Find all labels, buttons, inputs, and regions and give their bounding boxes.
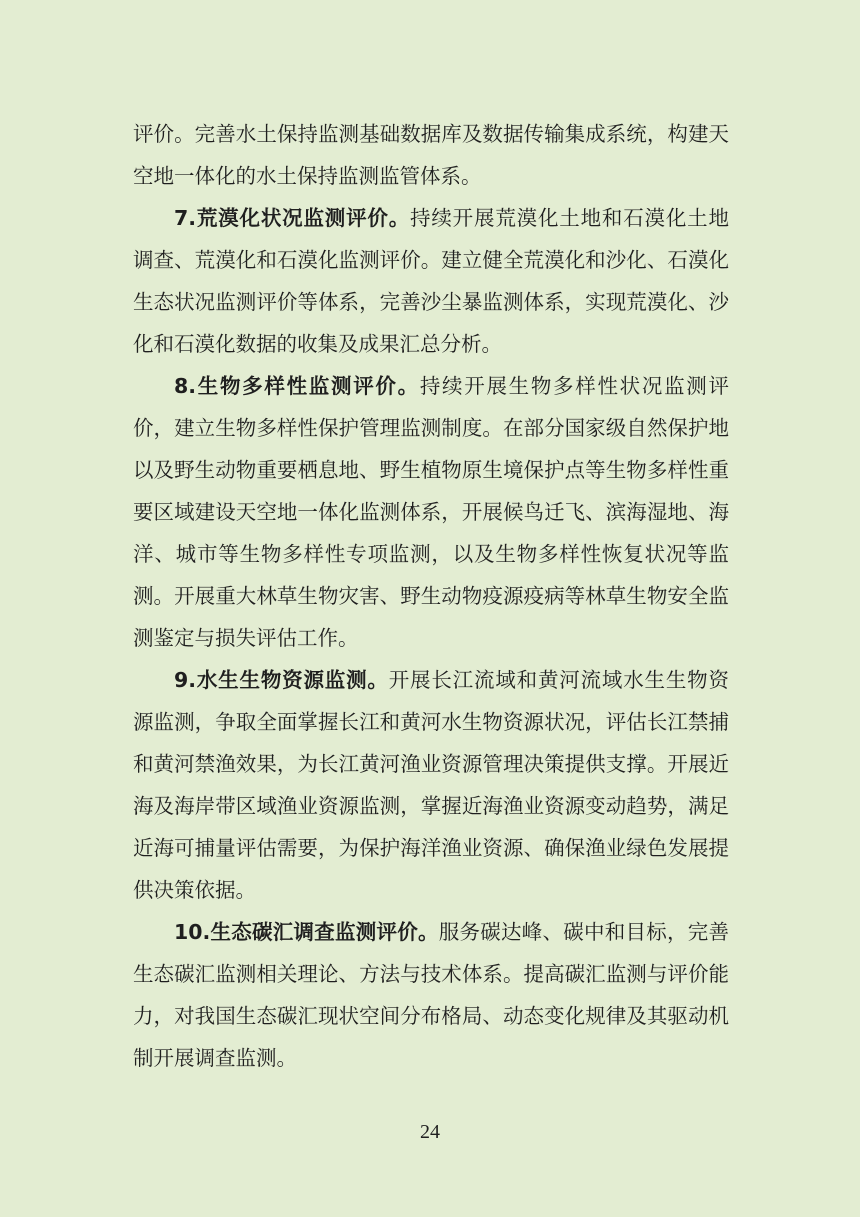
paragraph-text: 评价。完善水土保持监测基础数据库及数据传输集成系统，构建天空地一体化的水土保持监测监管体系。 bbox=[133, 122, 729, 188]
page-number: 24 bbox=[420, 1121, 440, 1143]
paragraph-text: 持续开展荒漠化土地和石漠化土地调查、荒漠化和石漠化监测评价。建立健全荒漠化和沙化、石漠化生态状况监测评价等体系，完善沙尘暴监测体系，实现荒漠化、沙化和石漠化数据的收集及成果汇总分析。 bbox=[133, 206, 729, 356]
paragraph-continuation bbox=[133, 113, 729, 197]
section-heading: 8.生物多样性监测评价。 bbox=[174, 374, 420, 398]
section-heading: 10.生态碳汇调查监测评价。 bbox=[174, 920, 439, 944]
paragraph-biodiversity bbox=[133, 365, 729, 659]
paragraph-carbon-sink bbox=[133, 911, 729, 1079]
section-heading: 9.水生生物资源监测。 bbox=[174, 668, 389, 692]
document-body bbox=[133, 113, 729, 1079]
section-heading: 7.荒漠化状况监测评价。 bbox=[174, 206, 411, 230]
paragraph-text: 开展长江流域和黄河流域水生生物资源监测，争取全面掌握长江和黄河水生物资源状况，评估长江禁捕和黄河禁渔效果，为长江黄河渔业资源管理决策提供支撑。开展近海及海岸带区域渔业资源监测，掌握近海渔业资源变动趋势，满足近海可捕量评估需要，为保护海洋渔业资源、确保渔业绿色发展提供决策依据。 bbox=[133, 668, 729, 902]
paragraph-desertification bbox=[133, 197, 729, 365]
paragraph-aquatic-resources bbox=[133, 659, 729, 911]
paragraph-text: 持续开展生物多样性状况监测评价，建立生物多样性保护管理监测制度。在部分国家级自然保护地以及野生动物重要栖息地、野生植物原生境保护点等生物多样性重要区域建设天空地一体化监测体系，开展候鸟迁飞、滨海湿地、海洋、城市等生物多样性专项监测，以及生物多样性恢复状况等监测。开展重大林草生物灾害、野生动物疫源疫病等林草生物安全监测鉴定与损失评估工作。 bbox=[133, 374, 730, 650]
paragraph-text: 服务碳达峰、碳中和目标，完善生态碳汇监测相关理论、方法与技术体系。提高碳汇监测与评价能力，对我国生态碳汇现状空间分布格局、动态变化规律及其驱动机制开展调查监测。 bbox=[133, 920, 729, 1070]
